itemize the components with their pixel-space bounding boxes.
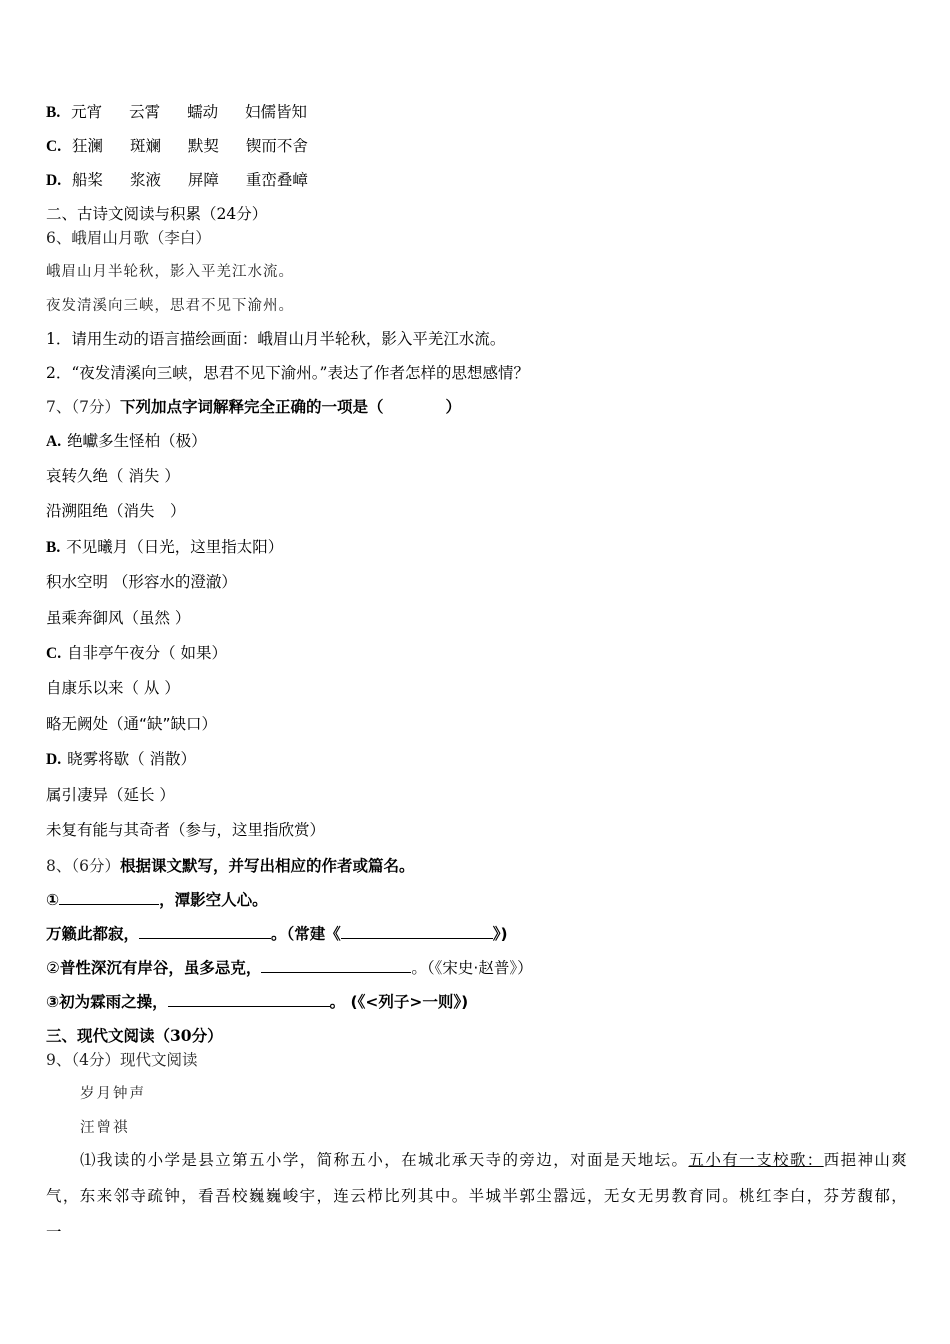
- q7-stem: [46, 397, 461, 418]
- word: 狂澜: [72, 137, 104, 155]
- q7-prefix: 7、（7分）: [46, 398, 120, 416]
- word: 妇儒皆知: [245, 103, 308, 121]
- q7-question: 下列加点字词解释完全正确的一项是（ ）: [119, 398, 461, 416]
- word: 屏障: [187, 171, 219, 189]
- bracket-close: 》): [492, 925, 508, 943]
- q6-sub-1: 1．请用生动的语言描绘画面：峨眉山月半轮秋，影入平羌江水流。: [46, 330, 506, 348]
- circled-number: ①: [46, 891, 60, 909]
- word: 锲而不舍: [245, 137, 308, 155]
- q6-title: 6、峨眉山月歌（李白）: [46, 229, 211, 247]
- option-label: A.: [46, 433, 62, 450]
- option-text: 绝巘多生怪柏（极）: [67, 432, 207, 450]
- answer-blank[interactable]: [59, 890, 159, 905]
- verse-text: 普性深沉有岸谷，虽多忌克，: [59, 959, 262, 977]
- q5-option-b: [46, 102, 329, 123]
- article-author: 汪曾祺: [80, 1120, 130, 1136]
- circled-number: ③: [46, 993, 60, 1011]
- source-text: 。 (《<列子>一则》): [329, 993, 469, 1011]
- q7-option-a-line-3: 沿溯阻绝（消失 ）: [46, 502, 186, 520]
- q8-item-1: [46, 890, 268, 910]
- q5-option-d: [46, 170, 330, 191]
- q7-option-d-line-3: 未复有能与其奇者（参与，这里指欣赏）: [46, 821, 326, 839]
- source-text: 。（《宋史·赵普》）: [411, 959, 533, 977]
- q9-title: 9、（4分）现代文阅读: [46, 1051, 198, 1069]
- option-label: C.: [46, 138, 62, 155]
- option-text: 晓雾将歇（ 消散）: [67, 750, 197, 768]
- option-label: B.: [46, 539, 61, 556]
- q8-item-2: [46, 958, 533, 978]
- q8-prefix: 8、（6分）: [46, 857, 120, 875]
- verse-text: 初为霖雨之操，: [59, 993, 168, 1011]
- article-title: 岁月钟声: [80, 1086, 146, 1102]
- q7-option-b-line-3: 虽乘奔御风（虽然 ）: [46, 609, 191, 627]
- answer-blank[interactable]: [139, 924, 271, 939]
- option-label: D.: [46, 751, 62, 768]
- q7-option-d-line-2: 属引凄异（延长 ）: [46, 786, 175, 804]
- option-label: C.: [46, 645, 62, 662]
- word: 浆液: [129, 171, 161, 189]
- q5-option-c: [46, 136, 330, 157]
- q7-option-d: [46, 749, 196, 770]
- section-3-heading: 三、现代文阅读（30分）: [46, 1026, 223, 1045]
- paragraph-text: 西挹神山爽气，东来邻寺疏钟，看吾校巍巍峻宇，连云栉比列其中。半城半郭尘嚣远，无女无男教育同。桃红李白，芬芳馥郁，一: [46, 1151, 908, 1241]
- q7-option-a: [46, 431, 207, 452]
- q7-option-b-line-2: 积水空明 （形容水的澄澈）: [46, 573, 237, 591]
- bracket-open: 《: [325, 925, 341, 943]
- q7-option-c-line-2: 自康乐以来（ 从 ）: [46, 679, 180, 697]
- word: 船桨: [72, 171, 104, 189]
- verse-text: 万籁此都寂，: [46, 925, 140, 943]
- word: 元宵: [71, 103, 103, 121]
- section-2-heading: 二、古诗文阅读与积累（24分）: [46, 205, 268, 223]
- circled-number: ②: [46, 959, 60, 977]
- q7-option-a-line-2: 哀转久绝（ 消失 ）: [46, 467, 180, 485]
- q6-sub-2: 2．“夜发清溪向三峡，思君不见下渝州。”表达了作者怎样的思想感情？: [46, 364, 529, 382]
- poem-line-1: 峨眉山月半轮秋，影入平羌江水流。: [46, 264, 294, 280]
- paragraph-number: ⑴: [80, 1151, 97, 1169]
- option-label: D.: [46, 172, 62, 189]
- q8-question: 根据课文默写，并写出相应的作者或篇名。: [119, 857, 415, 875]
- word: 斑斓: [129, 137, 161, 155]
- word: 重峦叠嶂: [245, 171, 308, 189]
- word: 蠕动: [187, 103, 219, 121]
- article-paragraph-1: [46, 1142, 908, 1250]
- q7-option-c: [46, 643, 227, 664]
- option-text: 自非亭午夜分（ 如果）: [67, 644, 228, 662]
- source-text: 。（常建: [271, 925, 326, 943]
- q7-option-b: [46, 537, 283, 558]
- answer-blank[interactable]: [168, 992, 330, 1007]
- word: 默契: [187, 137, 219, 155]
- q8-stem: [46, 856, 415, 877]
- q8-item-3: [46, 992, 468, 1012]
- poem-line-2: 夜发清溪向三峡，思君不见下渝州。: [46, 298, 294, 314]
- q7-option-c-line-3: 略无阙处（通“缺”缺口）: [46, 715, 218, 733]
- option-label: B.: [46, 104, 61, 121]
- q8-item-1b: [46, 924, 508, 944]
- underlined-text: 五小有一支校歌：: [688, 1151, 824, 1169]
- word: 云霄: [129, 103, 161, 121]
- title-blank[interactable]: [341, 924, 493, 939]
- verse-text: ，潭影空人心。: [159, 891, 268, 909]
- option-text: 不见曦月（日光，这里指太阳）: [66, 538, 284, 556]
- answer-blank[interactable]: [261, 958, 411, 973]
- paragraph-text: 我读的小学是县立第五小学，简称五小，在城北承天寺的旁边，对面是天地坛。: [96, 1151, 689, 1169]
